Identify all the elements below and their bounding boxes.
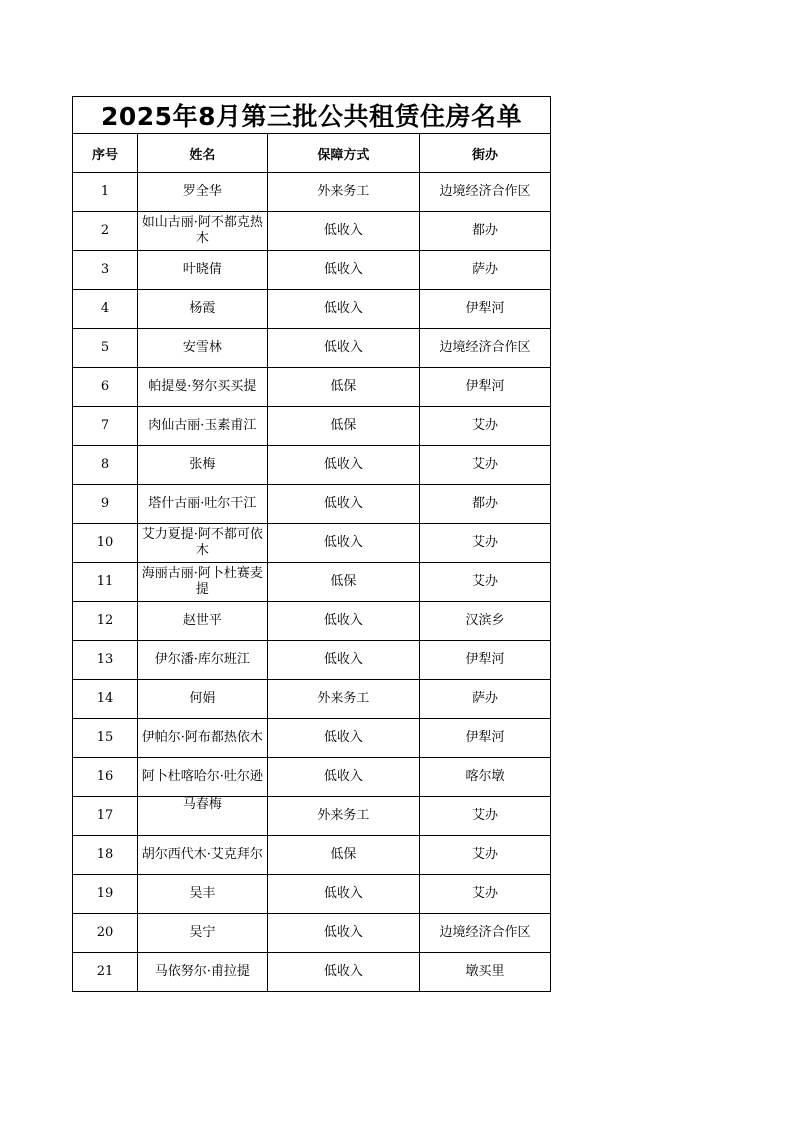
row-name: 阿卜杜喀哈尔·吐尔逊 <box>137 758 267 797</box>
row-no: 18 <box>73 836 138 875</box>
row-office: 伊犁河 <box>420 719 551 758</box>
row-name: 叶晓倩 <box>137 251 267 290</box>
row-name: 杨霞 <box>137 290 267 329</box>
row-no: 19 <box>73 875 138 914</box>
row-office: 艾办 <box>420 407 551 446</box>
row-name: 伊尔潘·库尔班江 <box>137 641 267 680</box>
row-office: 艾办 <box>420 875 551 914</box>
header-type: 保障方式 <box>267 134 419 173</box>
row-office: 都办 <box>420 212 551 251</box>
row-type: 低收入 <box>267 641 419 680</box>
row-type: 外来务工 <box>267 680 419 719</box>
row-name: 吴宁 <box>137 914 267 953</box>
row-type: 低收入 <box>267 602 419 641</box>
row-name: 塔什古丽·吐尔干江 <box>137 485 267 524</box>
table-row <box>73 563 551 602</box>
row-type: 低收入 <box>267 758 419 797</box>
row-office: 边境经济合作区 <box>420 329 551 368</box>
row-type: 低收入 <box>267 953 419 992</box>
row-type: 低收入 <box>267 719 419 758</box>
row-type: 低收入 <box>267 485 419 524</box>
row-no: 9 <box>73 485 138 524</box>
row-type: 低收入 <box>267 290 419 329</box>
row-type: 低收入 <box>267 524 419 563</box>
table-row <box>73 329 551 368</box>
row-no: 20 <box>73 914 138 953</box>
table-row <box>73 446 551 485</box>
page-title: 2025年8月第三批公共租赁住房名单 <box>73 97 551 134</box>
row-name: 马依努尔·甫拉提 <box>137 953 267 992</box>
row-no: 3 <box>73 251 138 290</box>
table-row <box>73 212 551 251</box>
row-type: 低收入 <box>267 329 419 368</box>
row-no: 1 <box>73 173 138 212</box>
row-name: 马春梅 <box>137 797 267 836</box>
row-office: 伊犁河 <box>420 368 551 407</box>
row-office: 都办 <box>420 485 551 524</box>
row-no: 15 <box>73 719 138 758</box>
row-no: 12 <box>73 602 138 641</box>
row-office: 墩买里 <box>420 953 551 992</box>
row-no: 17 <box>73 797 138 836</box>
row-name: 何娟 <box>137 680 267 719</box>
row-no: 13 <box>73 641 138 680</box>
row-type: 低收入 <box>267 875 419 914</box>
row-office: 伊犁河 <box>420 641 551 680</box>
row-office: 艾办 <box>420 446 551 485</box>
row-name: 罗全华 <box>137 173 267 212</box>
row-name: 安雪林 <box>137 329 267 368</box>
row-type: 外来务工 <box>267 173 419 212</box>
row-office: 边境经济合作区 <box>420 914 551 953</box>
row-no: 11 <box>73 563 138 602</box>
row-no: 14 <box>73 680 138 719</box>
row-office: 艾办 <box>420 524 551 563</box>
row-type: 低收入 <box>267 212 419 251</box>
row-name: 如山古丽·阿不都克热木 <box>137 212 267 251</box>
row-no: 8 <box>73 446 138 485</box>
table-row <box>73 407 551 446</box>
row-no: 21 <box>73 953 138 992</box>
row-no: 10 <box>73 524 138 563</box>
row-office: 伊犁河 <box>420 290 551 329</box>
table-row <box>73 719 551 758</box>
row-name: 肉仙古丽·玉素甫江 <box>137 407 267 446</box>
table-row <box>73 836 551 875</box>
table-row <box>73 797 551 836</box>
table-row <box>73 953 551 992</box>
row-office: 艾办 <box>420 563 551 602</box>
table-row <box>73 641 551 680</box>
row-no: 7 <box>73 407 138 446</box>
table-row <box>73 680 551 719</box>
row-office: 萨办 <box>420 251 551 290</box>
row-name: 帕提曼·努尔买买提 <box>137 368 267 407</box>
housing-list-table <box>72 96 551 992</box>
row-name: 艾力夏提·阿不都可依木 <box>137 524 267 563</box>
table-row <box>73 875 551 914</box>
row-type: 低保 <box>267 407 419 446</box>
row-name: 海丽古丽·阿卜杜赛麦提 <box>137 563 267 602</box>
row-name: 胡尔西代木·艾克拜尔 <box>137 836 267 875</box>
row-name: 赵世平 <box>137 602 267 641</box>
row-type: 低收入 <box>267 251 419 290</box>
row-no: 6 <box>73 368 138 407</box>
header-office: 街办 <box>420 134 551 173</box>
header-no: 序号 <box>73 134 138 173</box>
row-no: 2 <box>73 212 138 251</box>
row-office: 萨办 <box>420 680 551 719</box>
row-no: 4 <box>73 290 138 329</box>
row-name: 张梅 <box>137 446 267 485</box>
row-type: 低保 <box>267 368 419 407</box>
row-no: 5 <box>73 329 138 368</box>
table-row <box>73 524 551 563</box>
row-office: 喀尔墩 <box>420 758 551 797</box>
row-no: 16 <box>73 758 138 797</box>
table-row <box>73 758 551 797</box>
row-office: 边境经济合作区 <box>420 173 551 212</box>
row-type: 低保 <box>267 836 419 875</box>
row-type: 低收入 <box>267 914 419 953</box>
table-row <box>73 368 551 407</box>
header-row <box>73 134 551 173</box>
table-row <box>73 290 551 329</box>
table-row <box>73 173 551 212</box>
row-office: 汉滨乡 <box>420 602 551 641</box>
row-type: 外来务工 <box>267 797 419 836</box>
row-name: 伊帕尔·阿布都热依木 <box>137 719 267 758</box>
row-office: 艾办 <box>420 836 551 875</box>
row-type: 低保 <box>267 563 419 602</box>
table-row <box>73 251 551 290</box>
row-office: 艾办 <box>420 797 551 836</box>
row-name: 吴丰 <box>137 875 267 914</box>
table-row <box>73 485 551 524</box>
header-name: 姓名 <box>137 134 267 173</box>
table-row <box>73 914 551 953</box>
table-row <box>73 602 551 641</box>
row-type: 低收入 <box>267 446 419 485</box>
